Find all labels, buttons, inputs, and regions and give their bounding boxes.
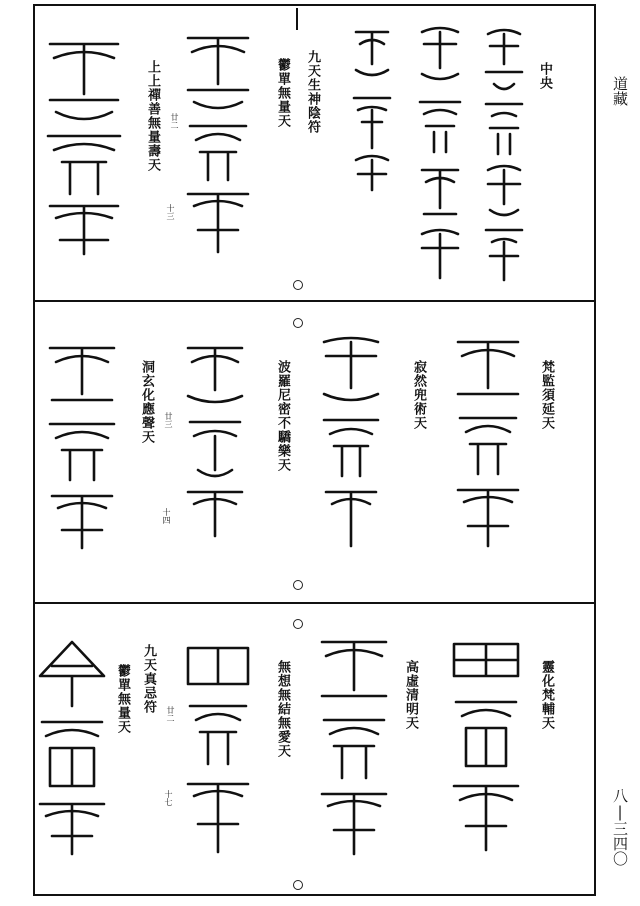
- seal-script-glyph: [446, 636, 526, 856]
- panel1-small-note: 廿二: [170, 113, 179, 129]
- panel1-center-label: 中央: [537, 62, 552, 90]
- seal-script-column: [348, 24, 396, 194]
- seal-script-glyph: [180, 640, 256, 856]
- panel3-small-note: 十七: [164, 790, 173, 806]
- fu-talisman-drawing: [40, 36, 128, 258]
- panel3-heaven-label: 高虛清明天: [403, 660, 418, 730]
- binding-hole: [293, 580, 303, 590]
- collection-title: 道藏: [611, 76, 629, 106]
- binding-hole: [293, 280, 303, 290]
- page-number: 八|三四〇: [611, 788, 629, 866]
- panel3-heaven-label: 靈化梵輔天: [539, 660, 554, 730]
- seal-script-column: [480, 24, 528, 284]
- panel1-fu-heaven: 鬱單無量天: [275, 58, 290, 128]
- fu-talisman-drawing: [180, 30, 256, 256]
- panel1-heaven-label: 上上禪善無量壽天: [145, 60, 160, 172]
- seal-script-glyph: [42, 340, 122, 552]
- panel-divider-1: [33, 300, 596, 302]
- panel2-heaven-label: 梵監須延天: [539, 360, 554, 430]
- panel2-heaven-label: 波羅尼密不驕樂天: [275, 360, 290, 472]
- seal-script-glyph: [314, 634, 394, 858]
- binding-hole: [293, 318, 303, 328]
- seal-script-column: [414, 24, 466, 284]
- panel3-heaven-label: 無想無結無愛天: [275, 660, 290, 758]
- panel2-heaven-label: 寂然兜術天: [411, 360, 426, 430]
- panel-divider-2: [33, 602, 596, 604]
- panel2-small-note: 廿三: [164, 412, 173, 428]
- fu-talisman-drawing: [32, 636, 112, 858]
- seal-script-glyph: [180, 340, 250, 540]
- panel3-small-note: 廿二: [166, 706, 175, 722]
- panel2-small-note: 十四: [162, 508, 171, 524]
- binding-mark: [296, 8, 298, 30]
- binding-hole: [293, 880, 303, 890]
- seal-script-glyph: [316, 334, 386, 550]
- seal-script-glyph: [450, 334, 526, 550]
- panel3-fu-heaven: 鬱單無量天: [115, 664, 130, 734]
- panel3-fu-label: 九天真忌符: [141, 644, 156, 714]
- binding-hole: [293, 619, 303, 629]
- panel1-fu-label: 九天生神陰符: [305, 50, 320, 134]
- panel2-heaven-label: 洞玄化應聲天: [139, 360, 154, 444]
- panel1-small-note: 十三: [166, 204, 175, 220]
